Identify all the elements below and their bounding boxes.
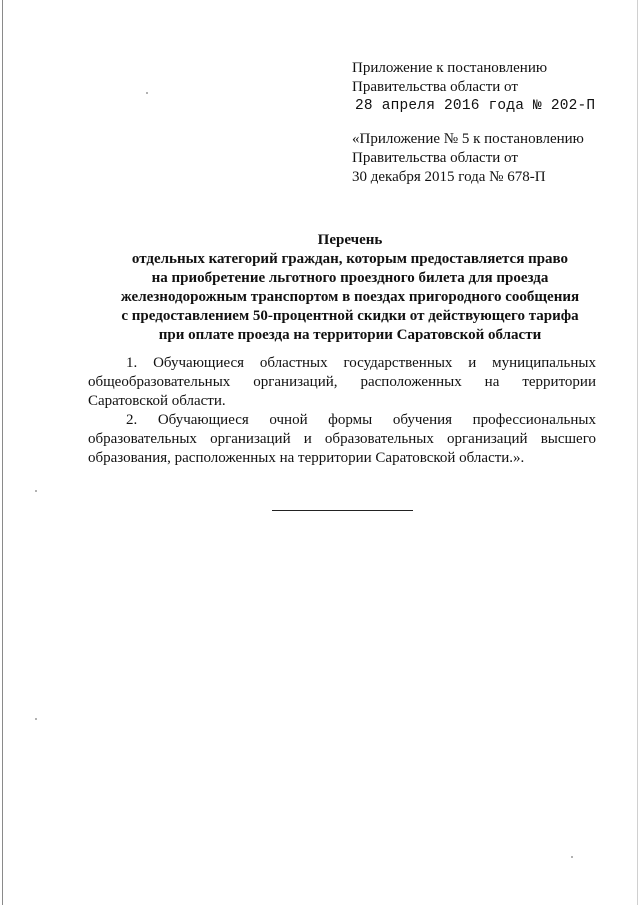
appendix-line-2: Правительства области от: [352, 79, 518, 95]
quoted-appendix-line-2: Правительства области от: [352, 150, 518, 166]
quoted-appendix-line-3: 30 декабря 2015 года № 678-П: [352, 169, 546, 185]
appendix-line-1: Приложение к постановлению: [352, 60, 548, 76]
page-edge-right: [637, 0, 638, 905]
scan-speck: [35, 718, 37, 720]
title-line-2: на приобретение льготного проездного билета для проезда: [151, 270, 549, 286]
appendix-header: [352, 59, 595, 116]
appendix-date-number: 28 апреля 2016 года № 202-П: [355, 98, 596, 114]
quoted-appendix-header: [352, 130, 584, 187]
title-line-1: отдельных категорий граждан, которым предоставляется право: [131, 251, 569, 267]
scan-speck: [146, 92, 148, 94]
document-title: [40, 231, 640, 345]
category-list: [88, 354, 596, 468]
list-item: 2. Обучающиеся очной формы обучения профессиональных образовательных организаций и образовательных организаций высшего образования, расположенных на территории Саратовской области.».: [88, 412, 596, 466]
scan-speck: [35, 490, 37, 492]
list-item: 1. Обучающиеся областных государственных и муниципальных общеобразовательных организаций, расположенных на территории Саратовской области.: [88, 355, 596, 409]
scan-speck: [571, 856, 573, 858]
title-line-4: с предоставлением 50-процентной скидки от действующего тарифа: [121, 308, 579, 324]
quoted-appendix-line-1: «Приложение № 5 к постановлению: [352, 131, 584, 147]
page-edge-left: [2, 0, 3, 905]
end-separator-line: [272, 510, 413, 511]
title-heading: Перечень: [317, 232, 383, 248]
title-line-5: при оплате проезда на территории Саратовской области: [158, 327, 542, 343]
title-line-3: железнодорожным транспортом в поездах пригородного сообщения: [120, 289, 580, 305]
